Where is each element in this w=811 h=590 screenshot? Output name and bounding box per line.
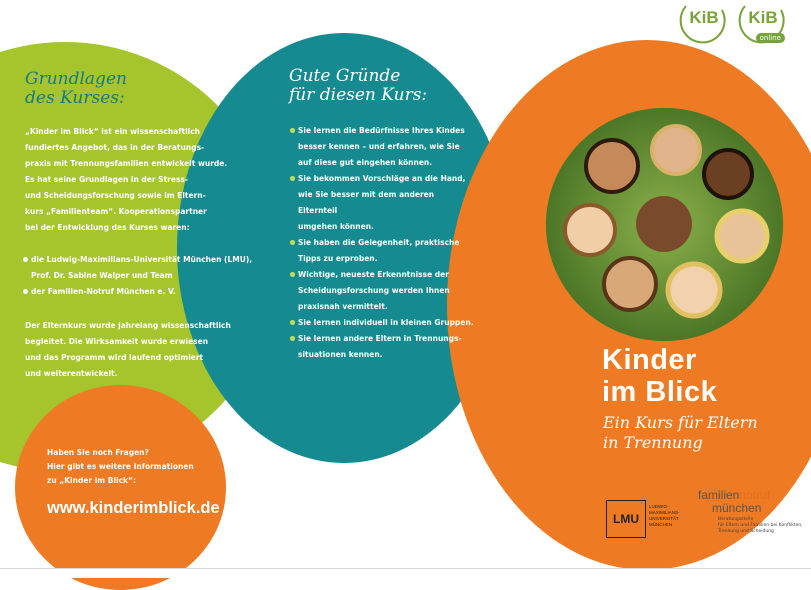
intro-line: bei der Entwicklung des Kurses waren: <box>25 223 190 232</box>
teal-title-line: für diesen Kurs: <box>289 85 428 105</box>
brand-subtitle <box>603 413 758 453</box>
kib-logo-text: KiB <box>689 8 719 27</box>
bullet-dot-icon <box>23 257 28 262</box>
intro-line: und Scheidungsforschung sowie im Eltern- <box>25 191 206 200</box>
green-title-line: Grundlagen <box>25 69 127 89</box>
reason-line: Sie lernen andere Eltern in Trennungs- <box>298 334 462 343</box>
contact-line: zu „Kinder im Blick“: <box>47 476 136 485</box>
kib-logo <box>678 0 730 46</box>
intro-line: fundiertes Angebot, das in der Beratungs- <box>25 143 205 152</box>
reason-line: Sie bekommen Vorschläge an die Hand, <box>298 174 466 183</box>
green-title-line: des Kurses: <box>25 88 125 108</box>
partner-item <box>22 252 262 284</box>
bullet-dot-icon <box>290 240 295 245</box>
reason-line: Sie lernen die Bedürfnisse Ihres Kindes <box>298 126 465 135</box>
famnot-small-line: Beratungsstelle <box>718 517 754 522</box>
reason-item <box>289 331 474 363</box>
reason-line: umgehen können. <box>298 222 374 231</box>
familien-notruf-logo <box>698 489 808 549</box>
bullet-dot-icon <box>290 176 295 181</box>
intro-line: praxis mit Trennungsfamilien entwickelt wurde. <box>25 159 228 168</box>
reason-line: Sie haben die Gelegenheit, praktische <box>298 238 460 247</box>
reason-line: situationen kennen. <box>298 350 383 359</box>
bullet-dot-icon <box>290 336 295 341</box>
reason-line: besser kennen – und erfahren, wie Sie <box>298 142 460 151</box>
intro-line: Es hat seine Grundlagen in der Stress- <box>25 175 188 184</box>
famnot-city: münchen <box>712 501 762 515</box>
bullet-dot-icon <box>290 128 295 133</box>
partner-line: der Familien-Notruf München e. V. <box>31 287 176 296</box>
famnot-small-line: Trennung und Scheidung <box>718 529 774 534</box>
partner-item <box>22 284 262 300</box>
teal-title-line: Gute Gründe <box>289 66 401 86</box>
outro-line: und das Programm wird laufend optimiert <box>25 353 204 362</box>
kib-online-logo <box>737 0 789 46</box>
brand-title-line: Kinder <box>602 344 697 376</box>
lmu-text-line: LUDWIG- <box>649 504 669 509</box>
teal-panel-title <box>289 67 427 105</box>
kib-online-logo-text: KiB <box>748 8 778 27</box>
reasons-list <box>289 123 474 363</box>
partner-line: die Ludwig-Maximilians-Universität München (LMU), <box>31 255 253 264</box>
bullet-dot-icon <box>290 320 295 325</box>
lmu-text-line: MÜNCHEN <box>649 522 672 527</box>
partner-list <box>22 252 262 300</box>
famnot-small-line: für Eltern und Familien bei Konflikten, <box>718 523 803 528</box>
outro-line: begleitet. Die Wirksamkeit wurde erwiesen <box>25 337 209 346</box>
reason-item <box>289 235 474 267</box>
reason-line: praxisnah vermittelt. <box>298 302 388 311</box>
lmu-text <box>649 504 680 528</box>
lmu-text-line: UNIVERSITÄT <box>649 516 679 521</box>
lmu-text-line: MAXIMILIANS- <box>649 510 680 515</box>
lmu-mark: LMU <box>606 500 646 538</box>
outro-line: Der Elternkurs wurde jahrelang wissenschaftlich <box>25 321 231 330</box>
website-link[interactable]: www.kinderimblick.de <box>47 499 220 517</box>
reason-item <box>289 123 474 171</box>
bullet-dot-icon <box>23 289 28 294</box>
brand-subtitle-line: Ein Kurs für Eltern <box>603 413 758 432</box>
reason-line: Scheidungsforschung werden Ihnen <box>298 286 450 295</box>
contact-line: Haben Sie noch Fragen? <box>47 448 149 457</box>
lmu-logo <box>606 496 706 540</box>
reason-line: wie Sie besser mit dem anderen Elternteil <box>298 190 435 215</box>
bullet-dot-icon <box>290 272 295 277</box>
reason-item <box>289 171 474 235</box>
brand-title <box>602 344 717 408</box>
green-intro-text <box>25 124 255 236</box>
famnot-name-a: familien <box>698 488 740 502</box>
brand-subtitle-line: in Trennung <box>603 433 703 452</box>
contact-question <box>47 446 217 488</box>
intro-line: „Kinder im Blick“ ist ein wissenschaftlich <box>25 127 201 136</box>
intro-line: kurs „Familienteam“. Kooperationspartner <box>25 207 207 216</box>
reason-line: Sie lernen individuell in kleinen Gruppen. <box>298 318 474 327</box>
reason-item <box>289 315 474 331</box>
green-panel-title <box>25 70 127 108</box>
reason-line: auf diese gut eingehen können. <box>298 158 433 167</box>
partner-line: Prof. Dr. Sabine Walper und Team <box>31 271 173 280</box>
green-outro-text <box>25 318 245 382</box>
reason-line: Tipps zu erproben. <box>298 254 378 263</box>
children-photo <box>546 108 783 341</box>
kib-online-badge: online <box>756 33 785 43</box>
contact-line: Hier gibt es weitere Informationen <box>47 462 194 471</box>
reason-line: Wichtige, neueste Erkenntnisse der <box>298 270 449 279</box>
reason-item <box>289 267 474 315</box>
famnot-name-b: notruf <box>739 488 771 502</box>
famnot-small <box>718 517 808 535</box>
brand-title-line: im Blick <box>602 376 718 408</box>
outro-line: und weiterentwickelt. <box>25 369 118 378</box>
